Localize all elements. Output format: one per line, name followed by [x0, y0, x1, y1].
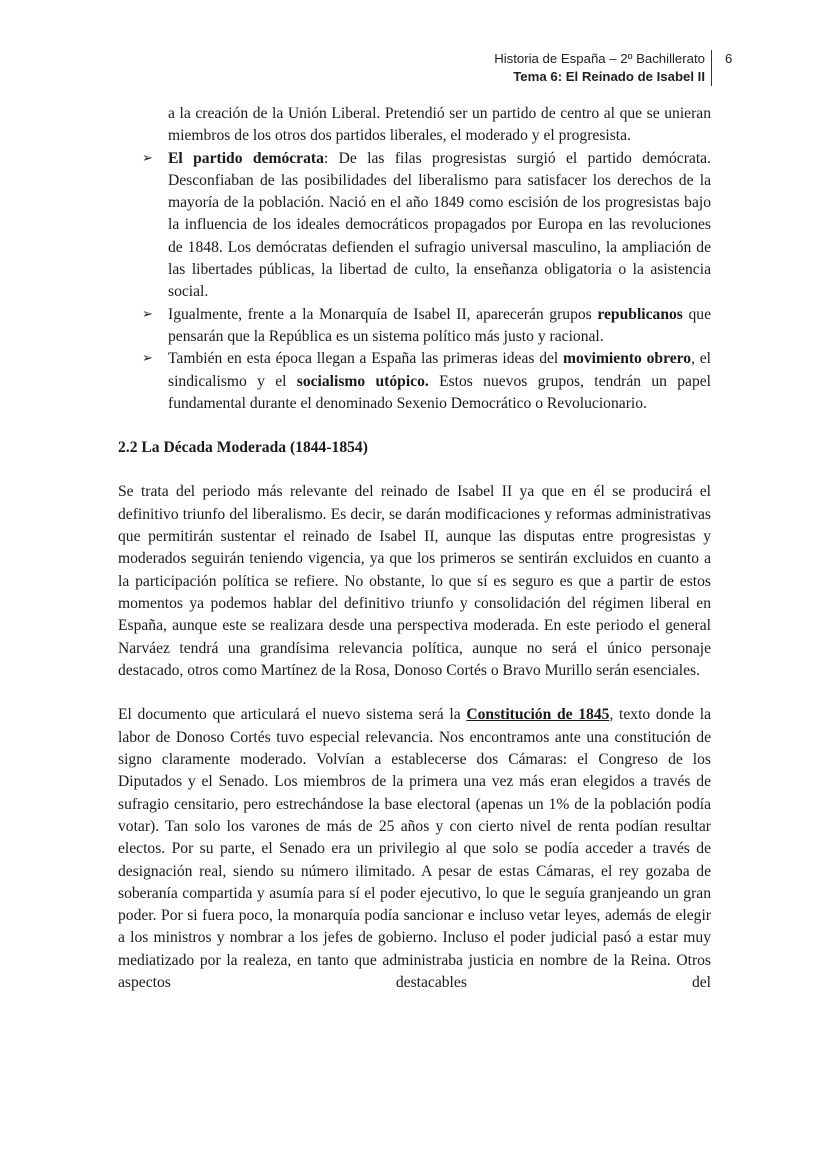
arrow-bullet-icon: ➢ [142, 150, 153, 166]
arrow-bullet-icon: ➢ [142, 306, 153, 322]
intro-paragraph: a la creación de la Unión Liberal. Pretendió ser un partido de centro al que se unieran miembros de los otros dos partidos liberales, el moderado y el progresista. [168, 105, 711, 145]
page-header [494, 50, 712, 86]
page-number: 6 [725, 51, 733, 66]
list-item: ➢ Igualmente, frente a la Monarquía de Isabel II, aparecerán grupos republicanos que pensarán que la República es un sistema político más justo y racional. [142, 305, 711, 345]
bullet-list [118, 148, 711, 416]
list-item: ➢ El partido demócrata: De las filas progresistas surgió el partido demócrata. Desconfiaban de las posibilidades del liberalismo para satisfacer los derechos de la mayoría de la población. Nació en el año 1849 como escisión de los progresistas bajo la influencia de los ideales democráticos propagados por Europa en las revoluciones de 1848. Los demócratas defienden el sufragio universal masculino, la ampliación de las libertades públicas, la libertad de culto, la enseñanza obligatoria o la asistencia social. [142, 149, 711, 301]
body-paragraph: Se trata del periodo más relevante del reinado de Isabel II ya que en él se producirá el definitivo triunfo del liberalismo. Es decir, se darán modificaciones y reformas administrativas que permitirán sustentar el reinado de Isabel II, aunque las disputas entre progresistas y moderados seguirán teniendo vigencia, ya que los primeros se sentirán excluidos en cuanto a la participación política se refiere. No obstante, lo que sí es seguro es que a partir de estos momentos ya podemos hablar del definitivo triunfo y consolidación del régimen liberal en España, aunque este se realizara desde una perspectiva moderada. En este periodo el general Narváez tendrá una grandísima relevancia política, aunque no será el único personaje destacado, otros como Martínez de la Rosa, Donoso Cortés o Bravo Murillo serán esenciales. [118, 483, 711, 679]
section-heading: 2.2 La Década Moderada (1844-1854) [118, 439, 368, 457]
header-topic: Tema 6: El Reinado de Isabel II [513, 69, 705, 84]
body-paragraph: El documento que articulará el nuevo sistema será la Constitución de 1845, texto donde la labor de Donoso Cortés tuvo especial relevancia. Nos encontramos ante una constitución de signo claramente moderado. Volvían a establecerse dos Cámaras: el Congreso de los Diputados y el Senado. Los miembros de la primera una vez más eran elegidos a través de sufragio censitario, pero estrechándose la base electoral (apenas un 1% de la población podía votar). Tan solo los varones de más de 25 años y con cierto nivel de renta podían resultar electos. Por su parte, el Senado era un privilegio al que solo se podía acceder a través de designación real, siendo su número ilimitado. A pesar de estas Cámaras, el rey gozaba de soberanía compartida y asumía para sí el poder ejecutivo, lo que le seguía granjeando un gran poder. Por si fuera poco, la monarquía podía sancionar e incluso vetar leyes, además de elegir a los ministros y nombrar a los jefes de gobierno. Incluso el poder judicial pasó a estar muy mediatizado por la realeza, en tanto que administraba justicia en nombre de la Reina. Otros aspectos destacables del [118, 706, 712, 991]
header-course: Historia de España – 2º Bachillerato [494, 51, 705, 66]
arrow-bullet-icon: ➢ [142, 351, 153, 367]
constitution-link-text: Constitución de 1845 [466, 706, 610, 724]
list-item: ➢ También en esta época llegan a España las primeras ideas del movimiento obrero, el sindicalismo y el socialismo utópico. Estos nuevos grupos, tendrán un papel fundamental durante el denominado Sexenio Democrático o Revolucionario. [142, 350, 711, 412]
document-body [118, 103, 711, 994]
